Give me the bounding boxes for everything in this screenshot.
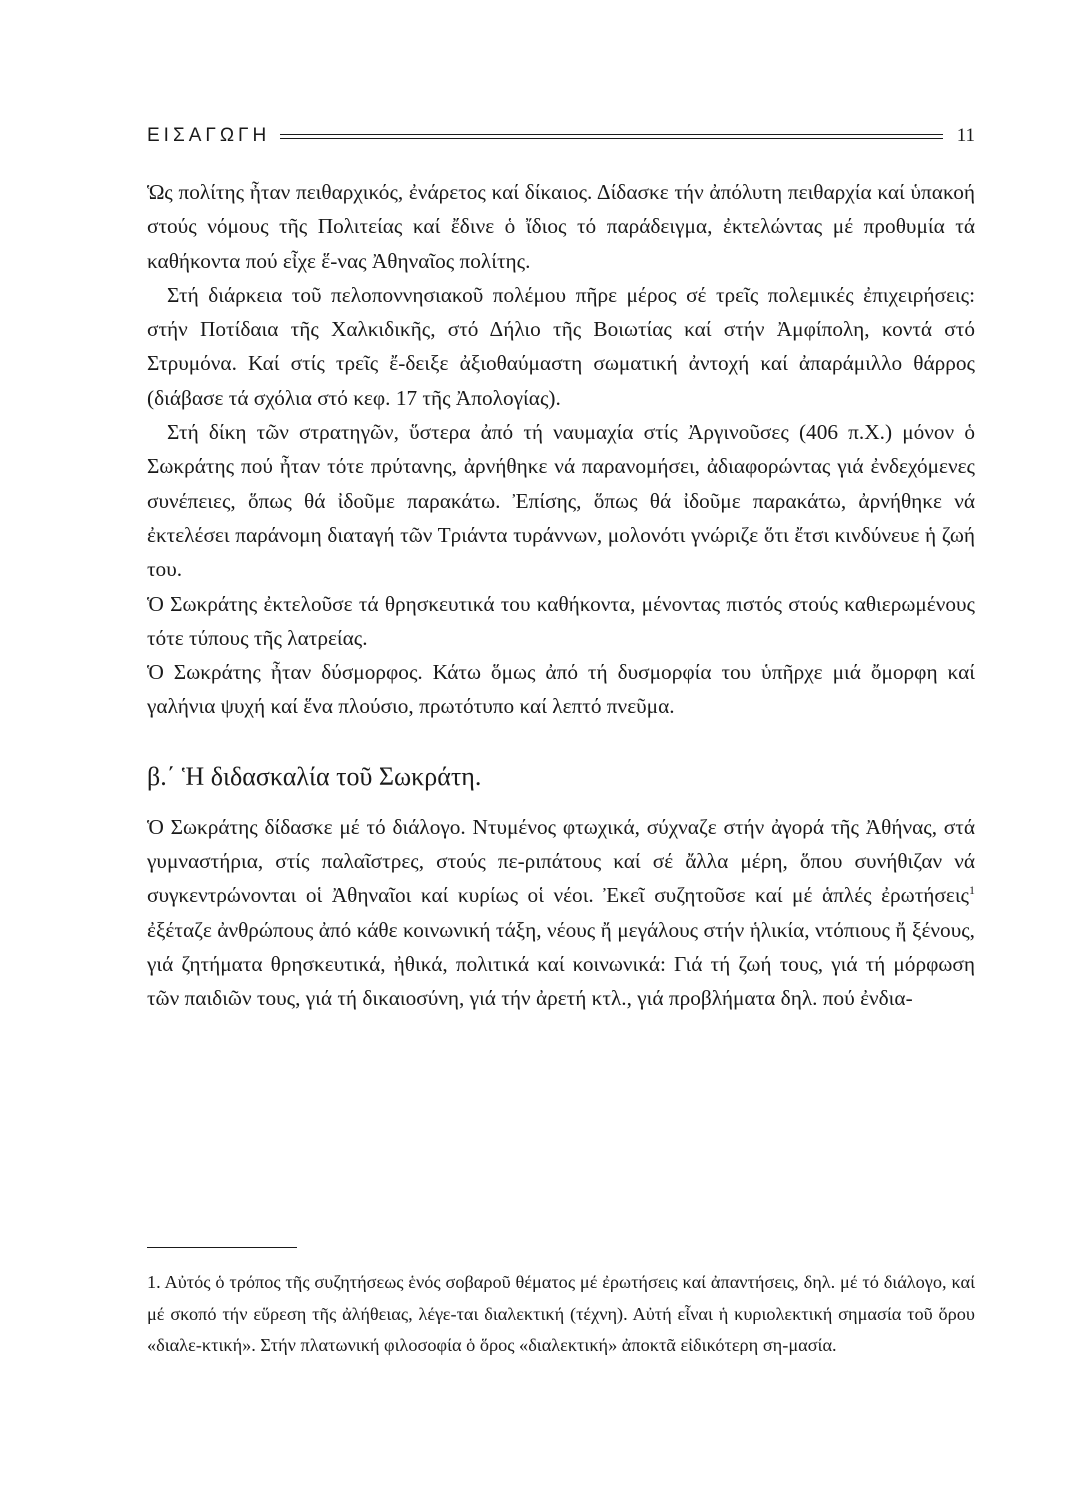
teaching-text-part1: Ὁ Σωκράτης δίδασκε μέ τό διάλογο. Ντυμένος φτωχικά, σύχναζε στήν ἀγορά τῆς Ἀθήνας, στά γυμναστήρια, στίς παλαῖστρες, στούς πε-ριπάτους καί σέ ἄλλα μέρη, ὅπου συνήθιζαν νά συγκεντρώνονται οἱ Ἀθηναῖοι καί κυρίως οἱ νέοι. Ἐκεῖ συζητοῦσε καί μέ ἁπλές ἐρωτήσεις — [147, 814, 975, 908]
running-header — [147, 121, 975, 151]
header-rule — [280, 134, 942, 139]
chapter-title: ΕΙΣΑΓΩΓΗ — [147, 125, 271, 146]
paragraph-citizen: Ὡς πολίτης ἦταν πειθαρχικός, ἐνάρετος καί δίκαιος. Δίδασκε τήν ἀπόλυτη πειθαρχία καί ὑπακοή στούς νόμους τῆς Πολιτείας καί ἔδινε ὁ ἴδιος τό παράδειγμα, ἐκτελώντας μέ προθυμία τά καθήκοντα πού εἶχε ἕ-νας Ἀθηναῖος πολίτης. — [147, 180, 975, 273]
section-heading: β.΄ Ἡ διδασκαλία τοῦ Σωκράτη. — [147, 761, 482, 791]
teaching-text-part2: ἐξέταζε ἀνθρώπους ἀπό κάθε κοινωνική τάξη, νέους ἤ μεγάλους στήν ἡλικία, ντόπιους ἤ ξένους, γιά ζητήματα θρησκευτικά, ἠθικά, πολιτικά καί κοινωνικά: Γιά τή ζωή τους, γιά τή μόρφωση τῶν παιδιῶν τους, γιά τή δικαιοσύνη, γιά τήν ἀρετή κτλ., γιά προβλήματα δηλ. πού ἐνδια- — [147, 917, 975, 1011]
paragraph-appearance: Ὁ Σωκράτης ἦταν δύσμορφος. Κάτω ὅμως ἀπό τή δυσμορφία του ὑπῆρχε μιά ὄμορφη καί γαλήνια ψυχή καί ἕνα πλούσιο, πρωτότυπο καί λεπτό πνεῦμα. — [147, 660, 975, 719]
paragraph-trial: Στή δίκη τῶν στρατηγῶν, ὕστερα ἀπό τή ναυμαχία στίς Ἀργινοῦσες (406 π.Χ.) μόνον ὁ Σωκράτης πού ἦταν τότε πρύτανης, ἀρνήθηκε νά παρανομήσει, ἀδιαφορώντας γιά ἐνδεχόμενες συνέπειες, ὅπως θά ἰδοῦμε παρακάτω. Ἐπίσης, ὅπως θά ἰδοῦμε παρακάτω, ἀρνήθηκε νά ἐκτελέσει παράνομη διαταγή τῶν Τριάντα τυράννων, μολονότι γνώριζε ὅτι ἔτσι κινδύνευε ἡ ζωή του. — [147, 420, 975, 582]
book-page — [147, 0, 975, 1500]
paragraph-religion: Ὁ Σωκράτης ἐκτελοῦσε τά θρησκευτικά του καθήκοντα, μένοντας πιστός στούς καθιερωμένους τότε τύπους τῆς λατρείας. — [147, 591, 975, 650]
page-number: 11 — [956, 125, 975, 146]
paragraph-teaching — [147, 810, 975, 1016]
footnote: 1. Αὐτός ὁ τρόπος τῆς συζητήσεως ἑνός σοβαροῦ θέματος μέ ἐρωτήσεις καί ἀπαντήσεις, δηλ. μέ τό διάλογο, καί μέ σκοπό τήν εὕρεση τῆς ἀλήθειας, λέγε-ται διαλεκτική (τέχνη). Αὐτή εἶναι ἡ κυριολεκτική σημασία τοῦ ὅρου «διαλε-κτική». Στήν πλατωνική φιλοσοφία ὁ ὅρος «διαλεκτική» ἀποκτᾶ εἰδικότερη ση-μασία. — [147, 1272, 975, 1356]
footnote-marker: 1 — [969, 883, 975, 898]
body-text — [147, 175, 975, 1016]
paragraph-war: Στή διάρκεια τοῦ πελοποννησιακοῦ πολέμου πῆρε μέρος σέ τρεῖς πολεμικές ἐπιχειρήσεις: στήν Ποτίδαια τῆς Χαλκιδικῆς, στό Δήλιο τῆς Βοιωτίας καί στήν Ἀμφίπολη, κοντά στό Στρυμόνα. Καί στίς τρεῖς ἔ-δειξε ἀξιοθαύμαστη σωματική ἀντοχή καί ἀπαράμιλλο θάρρος (διάβασε τά σχόλια στό κεφ. 17 τῆς Ἀπολογίας). — [147, 282, 975, 410]
footnote-rule — [147, 1247, 297, 1248]
